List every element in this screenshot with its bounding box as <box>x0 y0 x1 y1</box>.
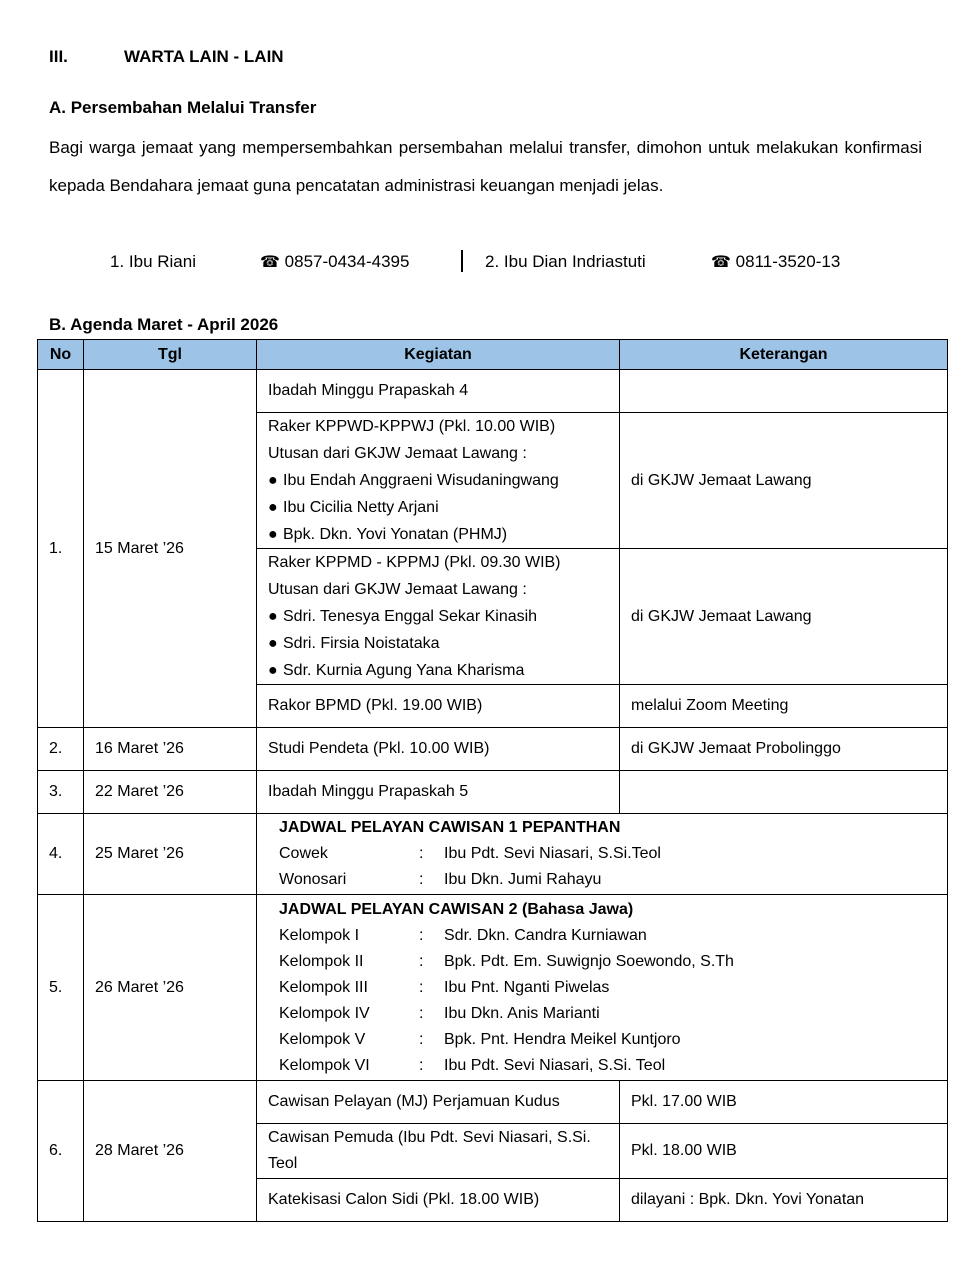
schedule-entry: Kelompok V : Bpk. Pnt. Hendra Meikel Kuntjoro <box>279 1030 681 1048</box>
agenda-heading: B. Agenda Maret - April 2026 <box>49 315 279 334</box>
bullet-item: ● Sdri. Tenesya Enggal Sekar Kinasih <box>268 603 608 630</box>
bullet-icon: ● <box>268 472 278 489</box>
contact-divider <box>461 250 463 272</box>
section-title-text: WARTA LAIN - LAIN <box>124 47 284 66</box>
agenda-table <box>37 339 948 1222</box>
row-date: 22 Maret ’26 <box>84 771 257 814</box>
keterangan-cell: Pkl. 17.00 WIB <box>620 1081 948 1124</box>
schedule-cell <box>257 895 948 1081</box>
keterangan-cell: di GKJW Jemaat Lawang <box>620 549 948 685</box>
kegiatan-cell: Cawisan Pelayan (MJ) Perjamuan Kudus <box>257 1081 620 1124</box>
row-date: 15 Maret ’26 <box>84 370 257 728</box>
phone-number: 0857-0434-4395 <box>284 252 410 271</box>
keterangan-cell: melalui Zoom Meeting <box>620 685 948 728</box>
schedule-entry: Kelompok III : Ibu Pnt. Nganti Piwelas <box>279 978 610 996</box>
bullet-icon: ● <box>268 662 278 679</box>
table-row <box>38 895 948 1081</box>
schedule-cell <box>257 814 948 895</box>
bullet-icon: ● <box>268 526 278 543</box>
schedule-entry: Kelompok IV : Ibu Dkn. Anis Marianti <box>279 1004 600 1022</box>
row-number: 4. <box>38 814 84 895</box>
row-number: 1. <box>38 370 84 728</box>
kegiatan-cell: Katekisasi Calon Sidi (Pkl. 18.00 WIB) <box>257 1179 620 1222</box>
phone-number: 0811-3520-13 <box>735 252 841 271</box>
schedule-entry: Kelompok I : Sdr. Dkn. Candra Kurniawan <box>279 926 647 944</box>
table-row <box>38 728 948 771</box>
keterangan-cell: di GKJW Jemaat Lawang <box>620 413 948 549</box>
telephone-icon: ☎ <box>260 254 280 271</box>
contact-phone <box>711 252 840 272</box>
row-date: 28 Maret ’26 <box>84 1081 257 1222</box>
keterangan-cell: dilayani : Bpk. Dkn. Yovi Yonatan <box>620 1179 948 1222</box>
telephone-icon: ☎ <box>711 254 731 271</box>
kegiatan-cell: Studi Pendeta (Pkl. 10.00 WIB) <box>257 728 620 771</box>
bullet-item: ● Bpk. Dkn. Yovi Yonatan (PHMJ) <box>268 521 608 548</box>
kegiatan-cell <box>257 549 620 685</box>
keterangan-cell <box>620 370 948 413</box>
schedule-entry: Wonosari : Ibu Dkn. Jumi Rahayu <box>279 871 602 888</box>
bullet-item: ● Sdr. Kurnia Agung Yana Kharisma <box>268 657 608 684</box>
contact-name: 2. Ibu Dian Indriastuti <box>485 252 646 271</box>
table-header-row <box>38 340 948 370</box>
schedule-entry: Kelompok II : Bpk. Pdt. Em. Suwignjo Soewondo, S.Th <box>279 952 734 970</box>
bullet-icon: ● <box>268 499 278 516</box>
row-number: 5. <box>38 895 84 1081</box>
bullet-icon: ● <box>268 635 278 652</box>
activity-title: Raker KPPWD-KPPWJ (Pkl. 10.00 WIB) <box>268 418 556 435</box>
contact-list <box>0 250 975 276</box>
kegiatan-cell <box>257 413 620 549</box>
row-number: 3. <box>38 771 84 814</box>
bullet-item: ● Sdri. Firsia Noistataka <box>268 630 608 657</box>
header-keterangan: Keterangan <box>620 340 948 370</box>
transfer-heading: A. Persembahan Melalui Transfer <box>49 98 317 117</box>
kegiatan-cell: Ibadah Minggu Prapaskah 4 <box>257 370 620 413</box>
bullet-item: ● Ibu Cicilia Netty Arjani <box>268 494 608 521</box>
schedule-title: JADWAL PELAYAN CAWISAN 1 PEPANTHAN <box>279 819 621 836</box>
activity-title: Raker KPPMD - KPPMJ (Pkl. 09.30 WIB) <box>268 554 561 571</box>
kegiatan-cell: Cawisan Pemuda (Ibu Pdt. Sevi Niasari, S.Si. Teol <box>257 1124 620 1179</box>
kegiatan-cell: Ibadah Minggu Prapaskah 5 <box>257 771 620 814</box>
table-row <box>38 814 948 895</box>
transfer-paragraph: Bagi warga jemaat yang mempersembahkan persembahan melalui transfer, dimohon untuk melakukan konfirmasi kepada Bendahara jemaat guna pencatatan administrasi keuangan menjadi jelas. <box>49 138 922 195</box>
row-date: 26 Maret ’26 <box>84 895 257 1081</box>
row-number: 2. <box>38 728 84 771</box>
table-row <box>38 1081 948 1124</box>
bullet-icon: ● <box>268 608 278 625</box>
header-no: No <box>38 340 84 370</box>
contact-name: 1. Ibu Riani <box>110 252 196 271</box>
table-row <box>38 370 948 413</box>
keterangan-cell <box>620 771 948 814</box>
row-date: 16 Maret ’26 <box>84 728 257 771</box>
contact-phone <box>260 252 409 272</box>
bullet-item: ● Ibu Endah Anggraeni Wisudaningwang <box>268 467 608 494</box>
kegiatan-cell: Rakor BPMD (Pkl. 19.00 WIB) <box>257 685 620 728</box>
header-tgl: Tgl <box>84 340 257 370</box>
section-title <box>49 47 284 67</box>
section-number: III. <box>49 47 68 66</box>
activity-subtitle: Utusan dari GKJW Jemaat Lawang : <box>268 581 527 598</box>
schedule-entry: Kelompok VI : Ibu Pdt. Sevi Niasari, S.Si. Teol <box>279 1056 666 1074</box>
table-row <box>38 771 948 814</box>
keterangan-cell: di GKJW Jemaat Probolinggo <box>620 728 948 771</box>
keterangan-cell: Pkl. 18.00 WIB <box>620 1124 948 1179</box>
row-number: 6. <box>38 1081 84 1222</box>
activity-subtitle: Utusan dari GKJW Jemaat Lawang : <box>268 445 527 462</box>
row-date: 25 Maret ’26 <box>84 814 257 895</box>
schedule-entry: Cowek : Ibu Pdt. Sevi Niasari, S.Si.Teol <box>279 845 661 862</box>
header-kegiatan: Kegiatan <box>257 340 620 370</box>
schedule-title: JADWAL PELAYAN CAWISAN 2 (Bahasa Jawa) <box>279 900 634 918</box>
